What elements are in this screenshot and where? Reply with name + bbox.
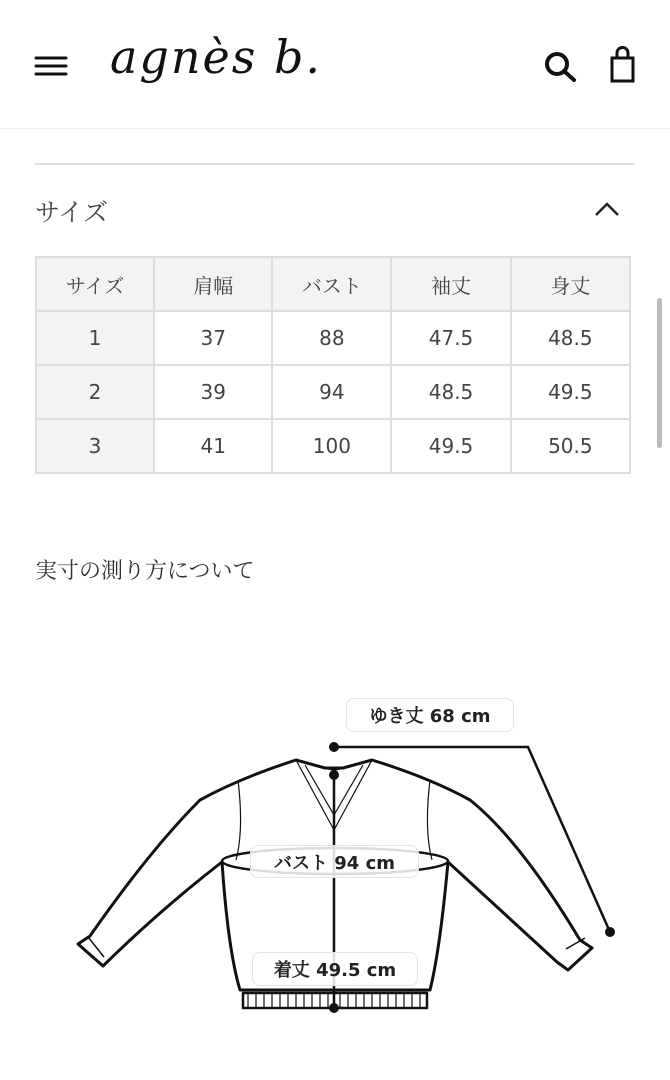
table-cell: 49.5 [511,365,630,419]
sleeve-measure-line [334,747,610,932]
size-table [35,256,631,474]
table-row [36,419,630,473]
column-header: 身丈 [511,257,630,311]
table-cell: 100 [272,419,391,473]
hamburger-icon[interactable] [34,55,68,77]
table-cell: 48.5 [511,311,630,365]
search-icon[interactable] [543,50,579,84]
table-cell: 41 [154,419,272,473]
column-header: 袖丈 [391,257,510,311]
table-cell: 1 [36,311,154,365]
table-header-row [36,257,630,311]
table-row [36,365,630,419]
table-cell: 37 [154,311,272,365]
column-header: サイズ [36,257,154,311]
size-section-title[interactable]: サイズ [35,198,109,227]
table-row [36,311,630,365]
sleeve-length-label: ゆき丈 68 cm [346,698,514,732]
bust-label: バスト 94 cm [250,845,419,878]
chevron-up-icon[interactable] [594,200,620,218]
header [0,0,670,129]
divider [35,163,635,165]
table-cell: 3 [36,419,154,473]
measure-title: 実寸の測り方について [35,559,255,584]
table-cell: 94 [272,365,391,419]
column-header: 肩幅 [154,257,272,311]
scrollbar[interactable] [657,298,662,448]
shopping-bag-icon[interactable] [609,46,637,84]
body-length-label: 着丈 49.5 cm [252,952,418,986]
table-cell: 50.5 [511,419,630,473]
table-cell: 49.5 [391,419,510,473]
column-header: バスト [272,257,391,311]
table-cell: 39 [154,365,272,419]
brand-logo[interactable]: agnès b. [110,30,323,84]
table-cell: 2 [36,365,154,419]
table-cell: 47.5 [391,311,510,365]
table-cell: 48.5 [391,365,510,419]
table-cell: 88 [272,311,391,365]
